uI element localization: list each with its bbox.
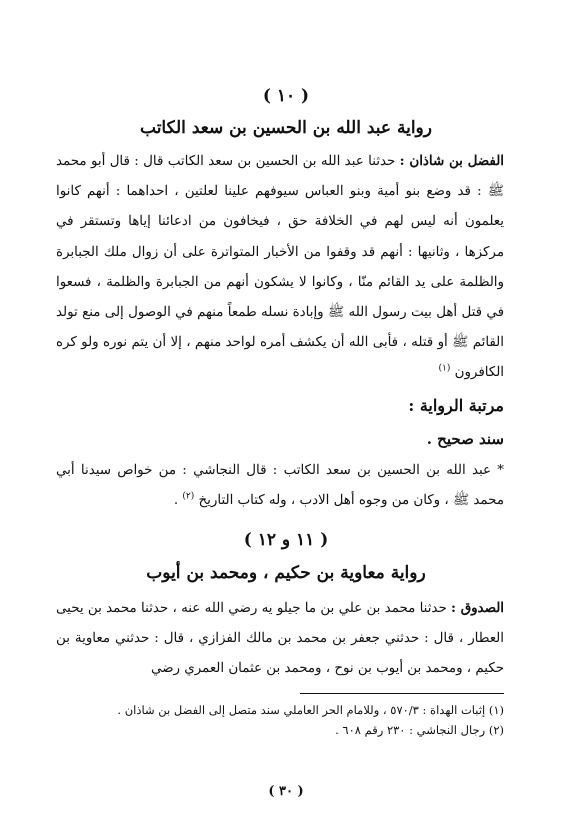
section-title: رواية معاوية بن حكيم ، ومحمد بن أيوب [146,563,426,583]
grade-value: سند صحيح . [426,430,504,448]
page-number: ( ٣٠ ) [268,784,304,799]
narrator-name: الصدوق : [451,600,504,616]
narration-text: حدثنا عبد الله بن الحسين بن سعد الكاتب قال : قال أبو محمد ﷺ : قد وضع بنو أمية وبنو العباس سيوفهم علينا لعلتين ، احداهما : أنهم كانوا يعلمون أنه ليس لهم في الخلافة حق ، فيخافون من ادعائنا إياها وتستقر في مركزها ، وثانيها : أنهم قد وقفوا من الأخبار المتواترة على أن زوال ملك الجبابرة والظلمة على يد القائم منّا ، وكانوا لا يشكون أنهم من الجبابرة والظلمة ، فسعوا في قتل أهل بيت رسول الله ﷺ وإبادة نسله طمعاً منهم في الوصول إلى منع تولد القائم ﷺ أو قتله ، فأبى الله أن يكشف أمره لواحد منهم ، إلا أن يتم نوره ولو كره الكافرون [56,154,504,381]
narrator-note [56,456,504,516]
narrator-name: الفضل بن شاذان : [399,153,504,169]
grade-heading: مرتبة الرواية : [408,396,504,415]
note-text: * عبد الله بن الحسين بن سعد الكاتب : قال النجاشي : من خواص سيدنا أبي محمد ﷺ ، وكان من وجوه أهل الادب ، وله كتاب التاريخ [56,463,504,509]
section-title: رواية عبد الله بن الحسين بن سعد الكاتب [140,118,432,138]
section-number: ( ١٠ ) [262,86,310,106]
footnote: (١) إثبات الهداة : ٥٧٠/٣ ، وللامام الحر العاملي سند متصل إلى الفضل بن شاذان . [117,703,504,717]
narration-paragraph [56,146,504,389]
footnote-divider [300,693,504,694]
section-number: ( ١١ و ١٢ ) [243,530,329,550]
footnote-ref: (٢) [182,491,195,502]
narration-paragraph [56,593,504,685]
footnote: (٢) رجال النجاشي : ٢٣٠ رقم ٦٠٨ . [335,723,504,737]
note-end: . [173,493,179,509]
narration-text: حدثنا محمد بن علي بن ما جيلو يه رضي الله عنه ، حدثنا محمد بن يحيى العطار ، قال : حدثني جعفر بن محمد بن مالك الفزازي ، قال : حدثني معاوية بن حكيم ، ومحمد بن أيوب بن نوح ، ومحمد بن عثمان العمري رضي [56,601,504,677]
footnote-ref: (١) [438,363,451,374]
